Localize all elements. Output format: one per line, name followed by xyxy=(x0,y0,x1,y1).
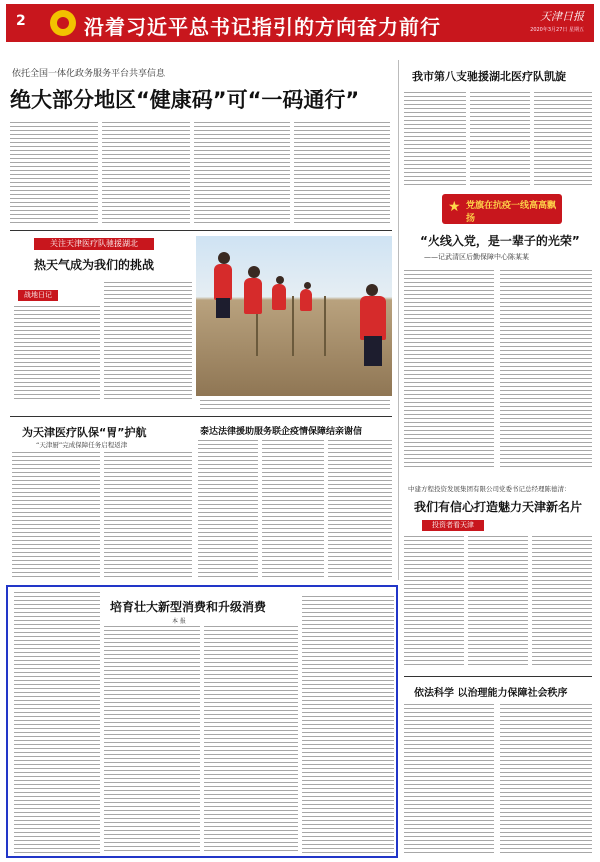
person-head xyxy=(218,252,230,264)
photo-caption xyxy=(200,400,390,410)
left-bottom-body-1 xyxy=(12,452,100,578)
volunteers-photo xyxy=(196,236,392,396)
commentary-body-col-2 xyxy=(104,626,200,854)
person-body xyxy=(272,284,286,310)
lead-body-col-2 xyxy=(102,122,190,226)
right-top-body-1 xyxy=(404,92,466,188)
lead-kicker: 依托全国一体化政务服务平台共享信息 xyxy=(12,69,166,79)
right-mid-body-3 xyxy=(532,536,592,668)
commentary-headline: 培育壮大新型消费和升级消费 xyxy=(110,600,267,614)
left-bottom-body-2 xyxy=(104,452,192,578)
person-head xyxy=(366,284,378,296)
commentary-body-col-3 xyxy=(204,626,298,854)
lead-body-col-1 xyxy=(10,122,98,226)
page-number: 2 xyxy=(16,13,26,29)
person-body xyxy=(214,264,232,300)
person-head xyxy=(276,276,284,284)
tree-sapling xyxy=(324,296,326,356)
divider xyxy=(10,230,392,231)
left-feature-body-2 xyxy=(104,282,192,402)
lead-headline: 绝大部分地区“健康码”可“一码通行” xyxy=(10,88,360,112)
feature-label: 关注天津医疗队驰援湖北 xyxy=(34,238,154,250)
right-feature-subhead: ——记武清区后勤保障中心陈某某 xyxy=(424,253,529,261)
person-head xyxy=(304,282,311,289)
left-bottom-subhead: “天津厨”完成保障任务启程返津 xyxy=(36,441,128,449)
right-bottom-body-1 xyxy=(404,704,494,856)
right-feature-body-2 xyxy=(500,270,592,470)
right-bottom-headline: 依法科学 以治理能力保障社会秩序 xyxy=(414,688,568,699)
center-bottom-body-3 xyxy=(328,440,392,578)
party-emblem-icon xyxy=(50,10,76,36)
right-feature-headline: “火线入党，是一辈子的光荣” xyxy=(420,234,580,248)
person-body xyxy=(244,278,262,314)
star-icon: ★ xyxy=(448,199,461,215)
lead-body-col-4 xyxy=(294,122,390,226)
emblem-label: 党旗在抗疫一线高高飘扬 xyxy=(466,201,557,224)
right-mid-body-1 xyxy=(404,536,464,668)
right-top-body-3 xyxy=(534,92,592,188)
right-mid-headline: 我们有信心打造魅力天津新名片 xyxy=(414,500,583,514)
column-divider xyxy=(398,60,399,580)
investor-badge: 投资者看天津 xyxy=(422,520,484,531)
center-bottom-headline: 泰达法律援助服务联企疫情保障结亲谢信 xyxy=(200,427,363,437)
lead-body-col-3 xyxy=(194,122,290,226)
right-mid-kicker: 中建方程投资发展集团有限公司党委书记总经理陈德清： xyxy=(408,485,571,493)
page-banner xyxy=(6,4,594,42)
banner-title: 沿着习近平总书记指引的方向奋力前行 xyxy=(84,15,441,39)
right-top-body-2 xyxy=(470,92,530,188)
right-bottom-body-2 xyxy=(500,704,592,856)
left-bottom-headline: 为天津医疗队保“胃”护航 xyxy=(22,426,147,439)
center-bottom-body-1 xyxy=(198,440,258,578)
divider xyxy=(404,676,592,677)
section-emblem xyxy=(442,194,562,224)
commentary-byline: 本 报 xyxy=(172,618,186,625)
right-mid-body-2 xyxy=(468,536,528,668)
commentary-body-col-4 xyxy=(302,596,394,854)
tree-sapling xyxy=(292,296,294,356)
center-bottom-body-2 xyxy=(262,440,324,578)
commentary-body-col-1 xyxy=(14,592,100,854)
divider xyxy=(10,416,392,417)
right-feature-body-1 xyxy=(404,270,494,470)
left-feature-body-1 xyxy=(14,306,100,402)
person-legs xyxy=(364,336,382,366)
person-body xyxy=(300,289,312,311)
person-head xyxy=(248,266,260,278)
issue-date: 2020年3月27日 星期五 xyxy=(530,27,584,33)
person-body xyxy=(360,296,386,340)
diary-badge: 战地日记 xyxy=(18,290,58,301)
right-top-headline: 我市第八支驰援湖北医疗队凯旋 xyxy=(412,70,566,83)
person-legs xyxy=(216,298,230,318)
masthead: 天津日报 xyxy=(540,10,584,23)
left-feature-headline: 热天气成为我们的挑战 xyxy=(34,258,155,272)
